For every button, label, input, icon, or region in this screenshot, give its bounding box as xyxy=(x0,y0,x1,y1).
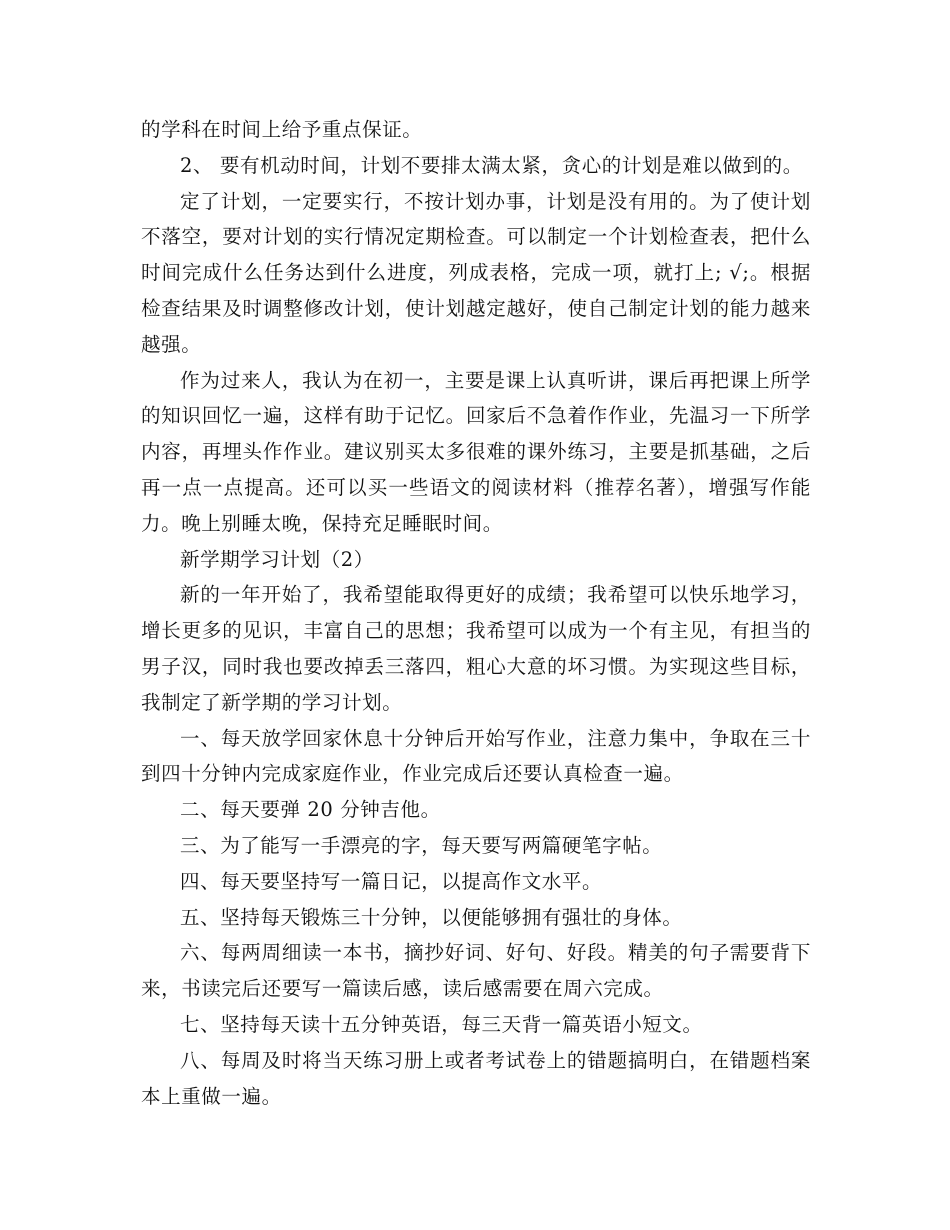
paragraph-4: 作为过来人，我认为在初一，主要是课上认真听讲，课后再把课上所学的知识回忆一遍，这样有助于记忆。回家后不急着作作业，先温习一下所学内容，再埋头作作业。建议别买太多很难的课外练习，主要是抓基础，之后再一点一点提高。还可以买一些语文的阅读材料（推荐名著），增强写作能力。晚上别睡太晚，保持充足睡眠时间。 xyxy=(141,368,811,535)
document-page xyxy=(141,112,811,1114)
paragraph-3: 定了计划，一定要实行，不按计划办事，计划是没有用的。为了使计划不落空，要对计划的实行情况定期检查。可以制定一个计划检查表，把什么时间完成什么任务达到什么进度，列成表格，完成一项，就打上; √;。根据检查结果及时调整修改计划，使计划越定越好，使自己制定计划的能力越来越强。 xyxy=(141,189,811,356)
plan-item-3: 三、为了能写一手漂亮的字，每天要写两篇硬笔字帖。 xyxy=(180,833,663,857)
paragraph-2: 2、 要有机动时间，计划不要排太满太紧，贪心的计划是难以做到的。 xyxy=(180,153,803,177)
plan-item-7: 七、坚持每天读十五分钟英语，每三天背一篇英语小短文。 xyxy=(180,1012,703,1036)
paragraph-6: 新的一年开始了，我希望能取得更好的成绩；我希望可以快乐地学习，增长更多的见识，丰富自己的思想；我希望可以成为一个有主见，有担当的男子汉，同时我也要改掉丢三落四，粗心大意的坏习惯。为实现这些目标，我制定了新学期的学习计划。 xyxy=(141,583,811,714)
plan-item-8: 八、每周及时将当天练习册上或者考试卷上的错题搞明白，在错题档案本上重做一遍。 xyxy=(141,1048,811,1108)
plan-item-4: 四、每天要坚持写一篇日记，以提高作文水平。 xyxy=(180,869,603,893)
plan-item-1: 一、每天放学回家休息十分钟后开始写作业，注意力集中，争取在三十到四十分钟内完成家庭作业，作业完成后还要认真检查一遍。 xyxy=(141,726,811,786)
plan-item-2: 二、每天要弹 20 分钟吉他。 xyxy=(180,798,441,822)
section-heading: 新学期学习计划（2） xyxy=(180,547,374,571)
plan-item-5: 五、坚持每天锻炼三十分钟，以便能够拥有强壮的身体。 xyxy=(180,905,683,929)
plan-item-6: 六、每两周细读一本书，摘抄好词、好句、好段。精美的句子需要背下来，书读完后还要写一篇读后感，读后感需要在周六完成。 xyxy=(141,941,811,1001)
paragraph-1: 的学科在时间上给予重点保证。 xyxy=(141,118,423,141)
